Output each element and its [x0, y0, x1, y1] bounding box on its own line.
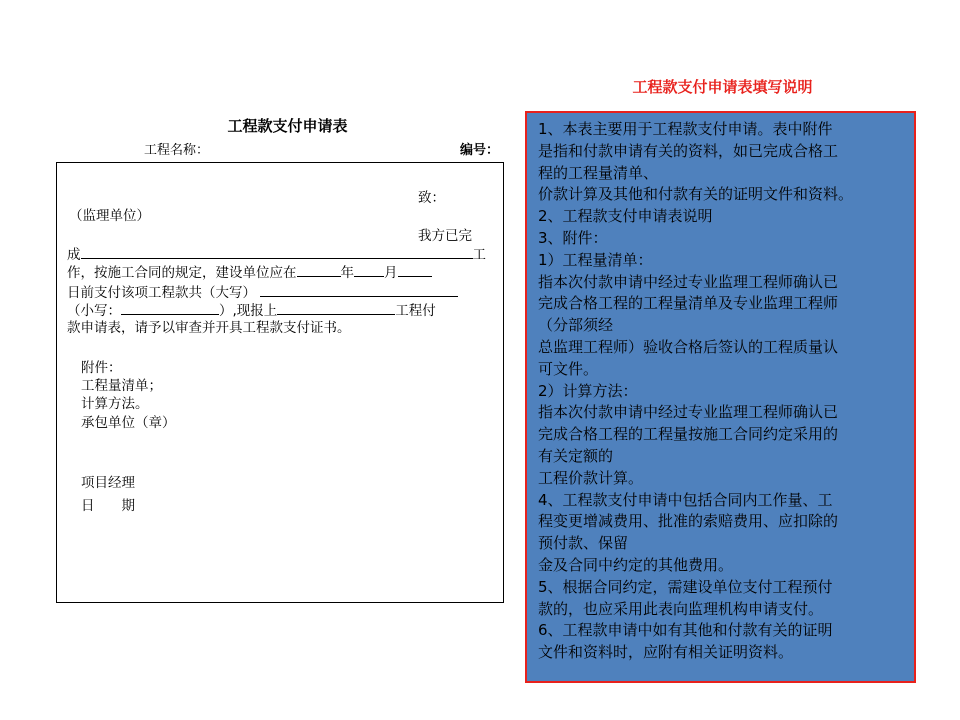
instruction-line: 有关定额的 [538, 446, 614, 465]
instruction-line: 3、附件： [538, 228, 608, 247]
date-label: 日 期 [81, 498, 135, 514]
work-suffix-label: 工 [472, 247, 486, 263]
instruction-line: 程变更增减费用、批准的索赔费用、应扣除的 [538, 512, 839, 531]
instruction-line: 可文件。 [538, 359, 599, 378]
attachments-label: 附件： [81, 360, 122, 376]
instruction-line: 款的，也应采用此表向监理机构申请支付。 [538, 599, 824, 618]
instruction-line: 5、根据合同约定，需建设单位支付工程预付 [538, 577, 833, 596]
request-review-line: 款申请表，请予以审查并开具工程款支付证书。 [67, 320, 351, 336]
month-blank[interactable] [354, 263, 384, 277]
month-label: 月 [384, 265, 398, 281]
completed-label: 成 [67, 247, 81, 263]
application-form-box [56, 162, 504, 603]
instruction-line: 2、工程款支付申请表说明 [538, 207, 713, 226]
instruction-line: 1）工程量清单： [538, 250, 653, 269]
instruction-line: 2）计算方法： [538, 381, 638, 400]
instruction-line: 预付款、保留 [538, 534, 629, 553]
instructions-heading: 工程款支付申请表填写说明 [632, 78, 813, 96]
number-label: 编号： [460, 143, 500, 158]
instruction-line: 4、工程款支付申请中包括合同内工作量、工 [538, 490, 833, 509]
attachment-calculation-method: 计算方法。 [81, 396, 149, 412]
contractor-seal-label: 承包单位（章） [81, 415, 176, 431]
submit-label: ）,现报上 [219, 303, 278, 319]
amount-words-line [67, 283, 458, 302]
year-label: 年 [340, 265, 354, 281]
instruction-line: 是指和付款申请有关的资料，如已完成合格工 [538, 141, 839, 160]
amount-figures-blank[interactable] [121, 301, 219, 315]
day-blank[interactable] [398, 263, 432, 277]
we-have-label: 我方已完 [418, 228, 472, 244]
instruction-line: 6、工程款申请中如有其他和付款有关的证明 [538, 621, 833, 640]
project-manager-label: 项目经理 [81, 475, 135, 491]
instruction-line: 指本次付款申请中经过专业监理工程师确认已 [538, 272, 839, 291]
completed-work-line [67, 245, 486, 264]
instruction-line: 完成合格工程的工程量按施工合同约定采用的 [538, 425, 839, 444]
year-blank[interactable] [297, 263, 341, 277]
instruction-line: 总监理工程师）验收合格后签认的工程质量认 [538, 337, 839, 356]
supervisor-unit-label: （监理单位） [69, 208, 150, 224]
form-title: 工程款支付申请表 [227, 117, 348, 135]
instruction-line: 程的工程量清单、 [538, 163, 659, 182]
instructions-panel [525, 111, 916, 683]
amount-words-blank[interactable] [260, 283, 458, 297]
contract-terms-label: 作，按施工合同的规定，建设单位应在 [67, 265, 297, 281]
to-label: 致： [418, 190, 445, 206]
payment-label: 工程付 [395, 303, 436, 319]
submitted-work-blank[interactable] [277, 301, 395, 315]
instruction-line: 1、本表主要用于工程款支付申请。表中附件 [538, 120, 833, 138]
instruction-line: 完成合格工程的工程量清单及专业监理工程师 [538, 294, 839, 313]
instruction-line: 价款计算及其他和付款有关的证明文件和资料。 [538, 185, 854, 204]
work-content-blank[interactable] [81, 245, 473, 259]
amount-words-label: 日前支付该项工程款共（大写） [67, 285, 256, 301]
amount-figures-label: （小写： [67, 303, 121, 319]
instruction-line: 指本次付款申请中经过专业监理工程师确认已 [538, 403, 839, 422]
payment-date-line [67, 263, 432, 282]
instruction-line: 工程价款计算。 [538, 468, 644, 487]
project-name-label: 工程名称： [144, 143, 210, 158]
instruction-line: （分部须经 [538, 316, 614, 335]
attachment-quantity-list: 工程量清单； [81, 378, 162, 394]
amount-figures-line [67, 301, 436, 320]
instruction-line: 金及合同中约定的其他费用。 [538, 555, 734, 574]
instruction-line: 文件和资料时，应附有相关证明资料。 [538, 643, 794, 662]
